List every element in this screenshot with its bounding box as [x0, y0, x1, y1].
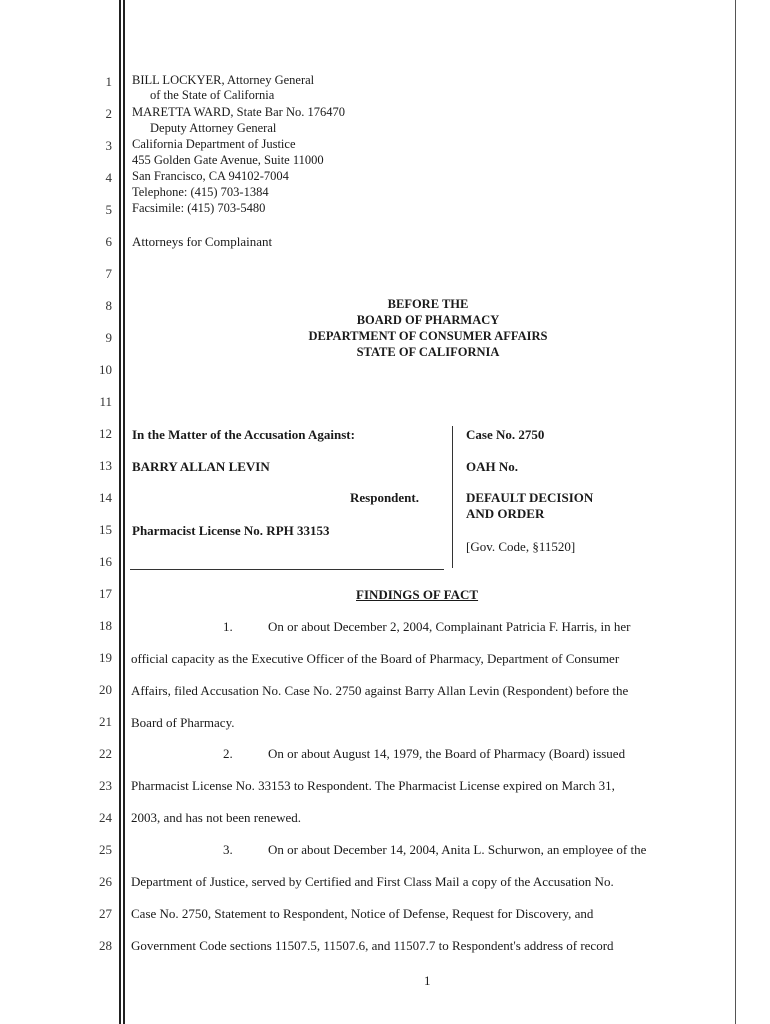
- attorney-line: Telephone: (415) 703-1384: [132, 185, 269, 199]
- paragraph-line: Department of Justice, served by Certified and First Class Mail a copy of the Accusation No.: [131, 874, 614, 889]
- line-number: 21: [99, 714, 112, 729]
- paragraph-number: 1.: [223, 619, 233, 634]
- paragraph-line: Board of Pharmacy.: [131, 715, 235, 730]
- caption-bottom-rule: [130, 569, 444, 570]
- attorneys-for-label: Attorneys for Complainant: [132, 234, 273, 249]
- agency-line: BEFORE THE: [387, 297, 469, 311]
- attorney-line: Facsimile: (415) 703-5480: [132, 201, 266, 215]
- attorney-line: 455 Golden Gate Avenue, Suite 11000: [132, 153, 324, 167]
- margin-rule-left: [119, 0, 121, 1024]
- line-number: 13: [99, 458, 112, 473]
- case-number: Case No. 2750: [466, 427, 545, 442]
- attorney-line: MARETTA WARD, State Bar No. 176470: [132, 105, 345, 119]
- agency-line: DEPARTMENT OF CONSUMER AFFAIRS: [308, 329, 548, 343]
- paragraph-line: On or about August 14, 1979, the Board of Pharmacy (Board) issued: [268, 746, 626, 761]
- margin-rule-left-inner: [123, 0, 125, 1024]
- respondent-label: Respondent.: [350, 490, 419, 505]
- attorney-line: Deputy Attorney General: [150, 121, 277, 135]
- section-title: FINDINGS OF FACT: [356, 587, 479, 602]
- margin-rule-right: [735, 0, 736, 1024]
- caption-divider: [452, 426, 453, 568]
- line-number: 12: [99, 426, 112, 441]
- line-number: 23: [99, 778, 112, 793]
- line-number: 15: [99, 522, 112, 537]
- paragraph-line: Pharmacist License No. 33153 to Respondent. The Pharmacist License expired on March 31,: [131, 778, 615, 793]
- line-number: 18: [99, 618, 112, 633]
- paragraph-line: Case No. 2750, Statement to Respondent, Notice of Defense, Request for Discovery, and: [131, 906, 594, 921]
- line-number: 11: [99, 394, 112, 409]
- paragraph-number: 3.: [223, 842, 233, 857]
- line-number: 17: [99, 586, 112, 601]
- agency-line: BOARD OF PHARMACY: [356, 313, 500, 327]
- line-number: 27: [99, 906, 112, 921]
- attorney-line: San Francisco, CA 94102-7004: [132, 169, 289, 183]
- paragraph-line: On or about December 14, 2004, Anita L. Schurwon, an employee of the: [268, 842, 647, 857]
- line-number: 3: [105, 138, 112, 153]
- attorney-line: BILL LOCKYER, Attorney General: [132, 73, 315, 87]
- line-number: 28: [99, 938, 112, 953]
- line-number: 26: [99, 874, 112, 889]
- attorney-line: of the State of California: [150, 88, 275, 102]
- agency-line: STATE OF CALIFORNIA: [356, 345, 500, 359]
- attorney-line: California Department of Justice: [132, 137, 296, 151]
- paragraph-line: On or about December 2, 2004, Complainant Patricia F. Harris, in her: [268, 619, 631, 634]
- line-number: 10: [99, 362, 112, 377]
- respondent-name: BARRY ALLAN LEVIN: [132, 459, 270, 474]
- paragraph-number: 2.: [223, 746, 233, 761]
- oah-number: OAH No.: [466, 459, 518, 474]
- paragraph-line: Affairs, filed Accusation No. Case No. 2750 against Barry Allan Levin (Respondent) before the: [131, 683, 629, 698]
- line-number: 22: [99, 746, 112, 761]
- line-number: 20: [99, 682, 112, 697]
- line-number: 24: [99, 810, 112, 825]
- decision-title: DEFAULT DECISION: [466, 490, 594, 505]
- line-number: 6: [105, 234, 112, 249]
- decision-title: AND ORDER: [466, 506, 545, 521]
- line-number: 7: [105, 266, 112, 281]
- line-number: 8: [105, 298, 112, 313]
- license-label: Pharmacist License No. RPH 33153: [132, 523, 330, 538]
- line-number: 9: [105, 330, 112, 345]
- matter-label: In the Matter of the Accusation Against:: [132, 427, 355, 442]
- line-number: 25: [99, 842, 112, 857]
- paragraph-line: 2003, and has not been renewed.: [131, 810, 302, 825]
- paragraph-line: official capacity as the Executive Officer of the Board of Pharmacy, Department of Consumer: [131, 651, 620, 666]
- line-number: 14: [99, 490, 112, 505]
- line-number: 5: [105, 202, 112, 217]
- gov-code-citation: [Gov. Code, §11520]: [466, 539, 576, 554]
- line-number: 16: [99, 554, 112, 569]
- line-number: 4: [105, 170, 112, 185]
- line-number: 2: [105, 106, 112, 121]
- line-number: 1: [105, 74, 112, 89]
- line-number: 19: [99, 650, 112, 665]
- paragraph-line: Government Code sections 11507.5, 11507.6, and 11507.7 to Respondent's address of record: [131, 938, 614, 953]
- page-number: 1: [424, 973, 431, 988]
